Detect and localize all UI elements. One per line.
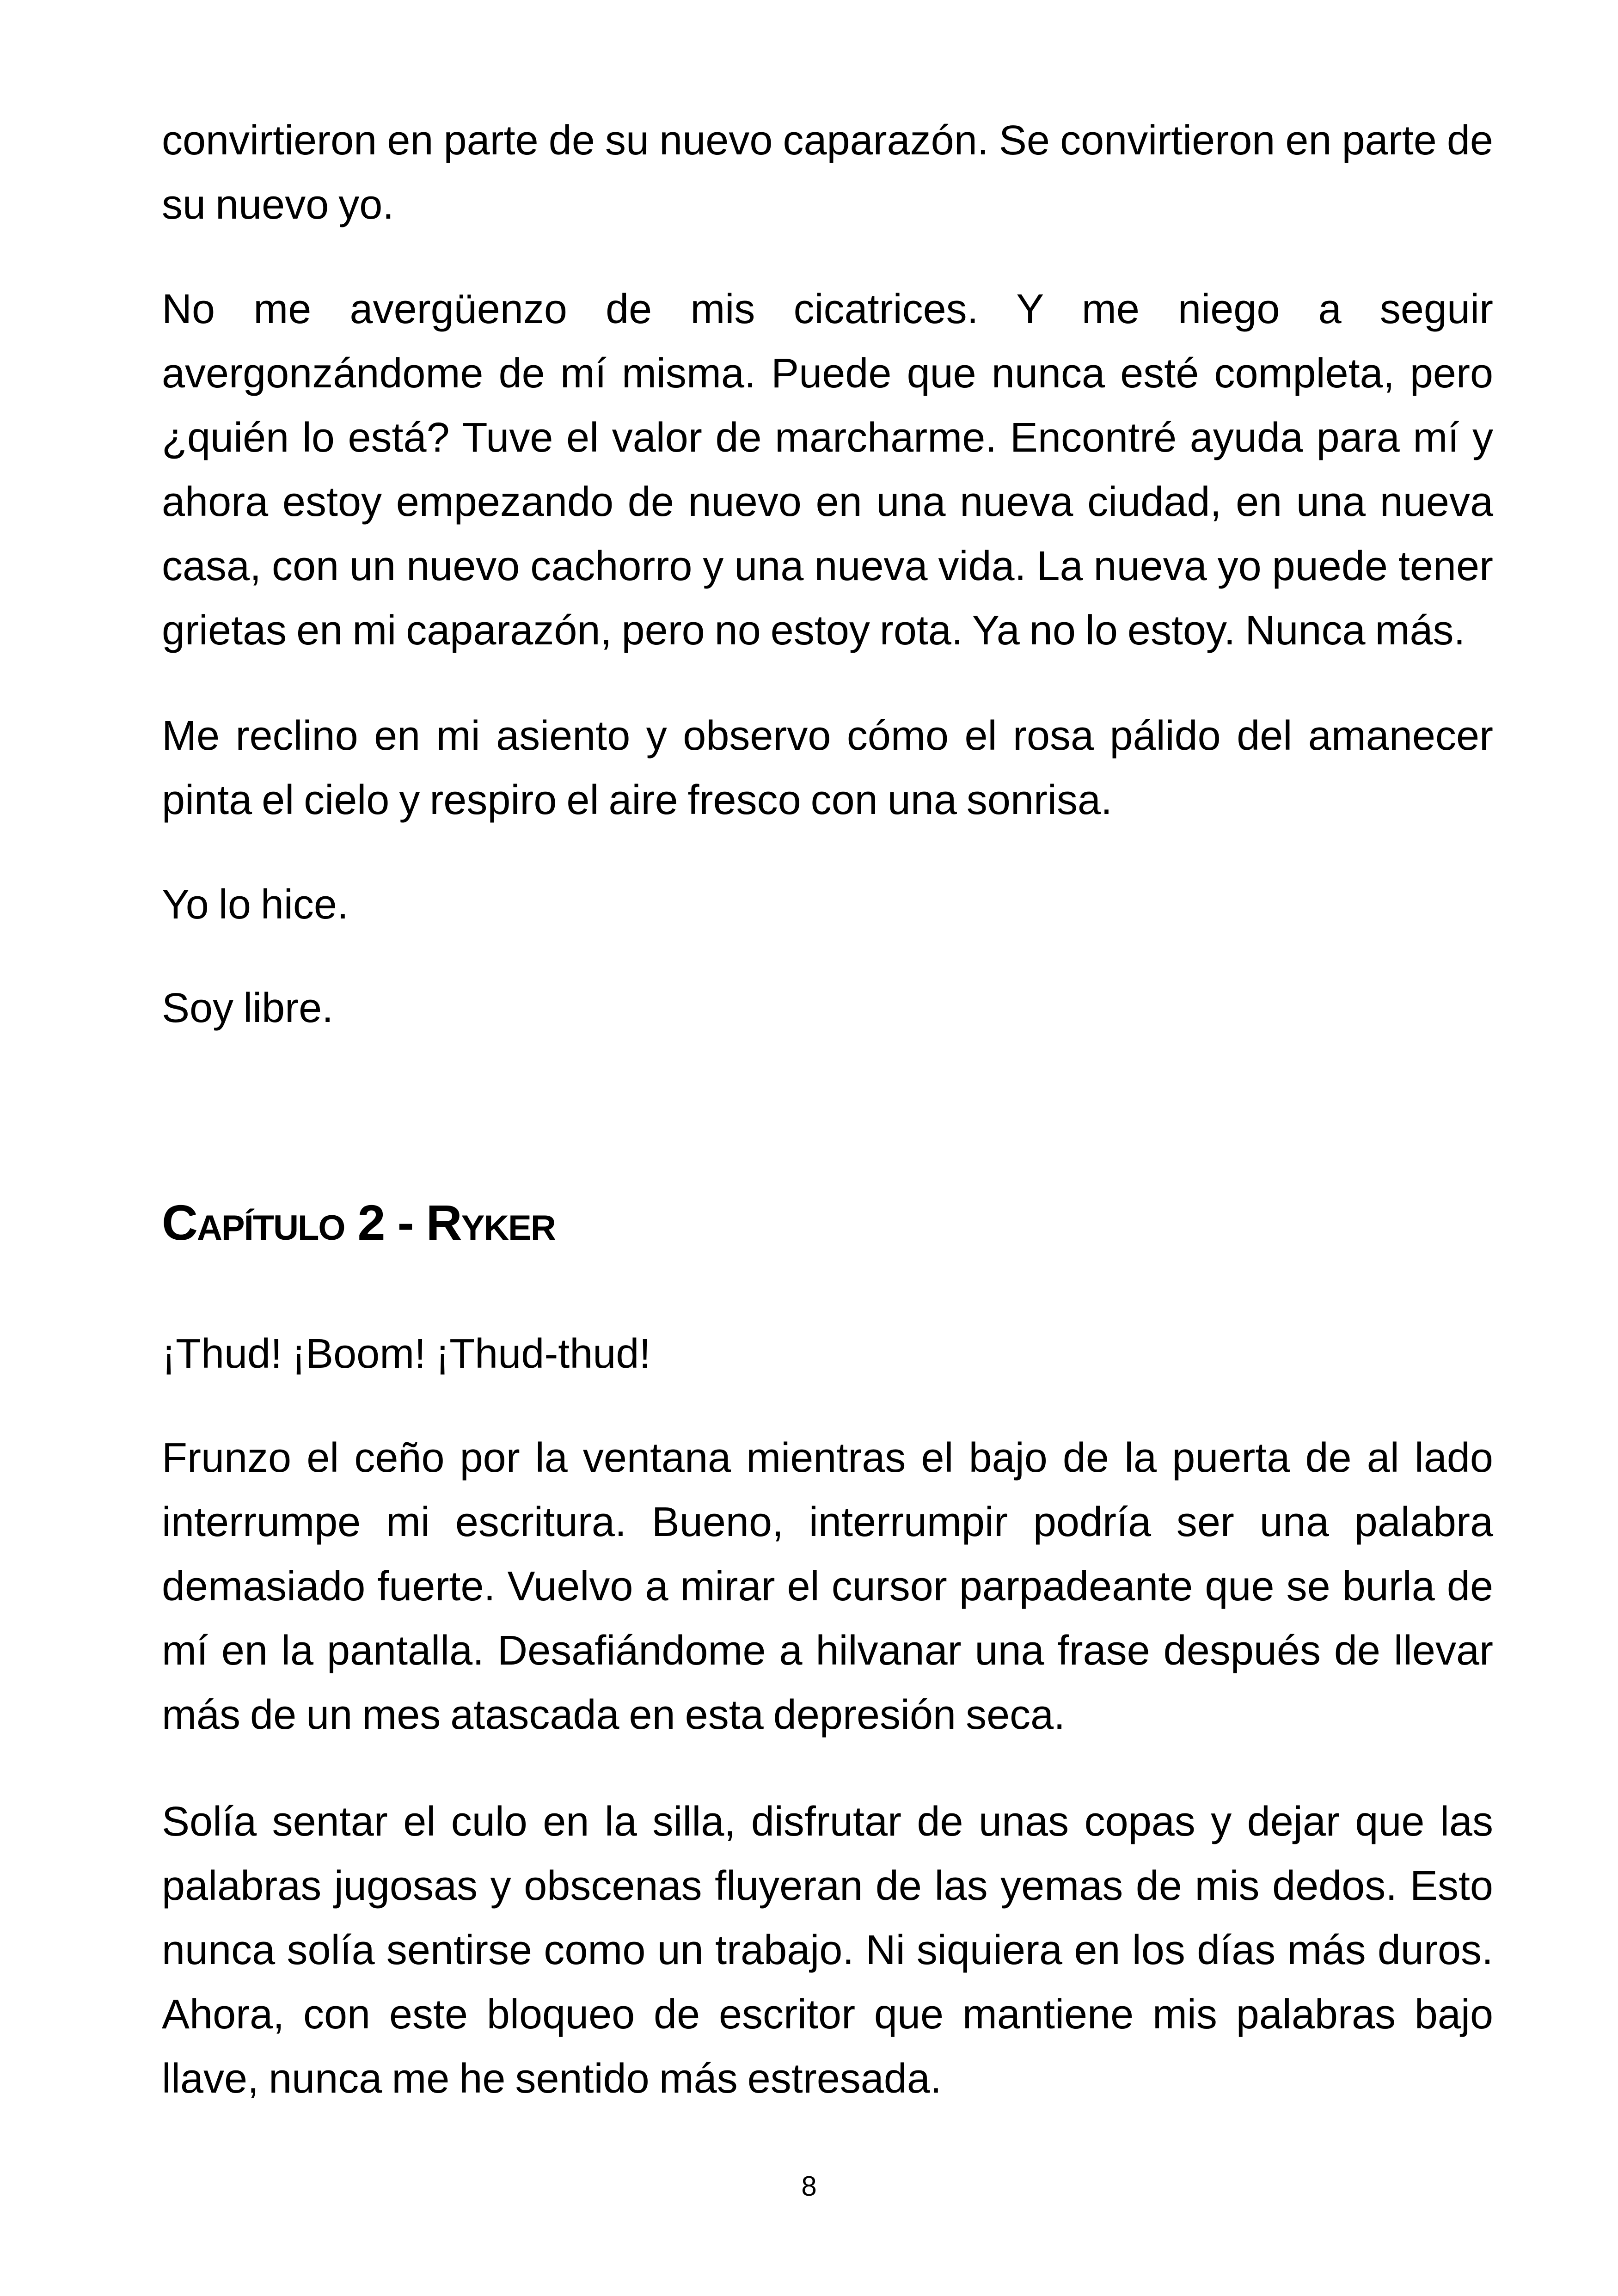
paragraph: Solía sentar el culo en la silla, disfrutar de unas copas y dejar que las palabras jugosas y obscenas fluyeran de las yemas de mis dedos. Esto nunca solía sentirse como un trabajo. Ni siquiera en los días más duros. Ahora, con este bloqueo de escritor que mantiene mis palabras bajo llave, nunca me he sentido más estresada.	[162, 1799, 1493, 2102]
paragraph: ¡Thud! ¡Boom! ¡Thud-thud!	[162, 1331, 651, 1377]
paragraph: Soy libre.	[162, 985, 334, 1031]
chapter-title: Capítulo 2 - Ryker	[162, 1194, 555, 1250]
paragraph: Frunzo el ceño por la ventana mientras el bajo de la puerta de al lado interrumpe mi escritura. Bueno, interrumpir podría ser una palabra demasiado fuerte. Vuelvo a mirar el cursor parpadeante que se burla de mí en la pantalla. Desafiándome a hilvanar una frase después de llevar más de un mes atascada en esta depresión seca.	[162, 1435, 1493, 1738]
paragraph: Me reclino en mi asiento y observo cómo el rosa pálido del amanecer pinta el cielo y respiro el aire fresco con una sonrisa.	[162, 713, 1493, 823]
page-number: 8	[801, 2171, 817, 2202]
paragraph: convirtieron en parte de su nuevo caparazón. Se convirtieron en parte de su nuevo yo.	[162, 117, 1493, 228]
paragraph: No me avergüenzo de mis cicatrices. Y me niego a seguir avergonzándome de mí misma. Puede que nunca esté completa, pero ¿quién lo está? Tuve el valor de marcharme. Encontré ayuda para mí y ahora estoy empezando de nuevo en una nueva ciudad, en una nueva casa, con un nuevo cachorro y una nueva vida. La nueva yo puede tener grietas en mi caparazón, pero no estoy rota. Ya no lo estoy. Nunca más.	[162, 286, 1493, 654]
paragraph: Yo lo hice.	[162, 882, 349, 928]
